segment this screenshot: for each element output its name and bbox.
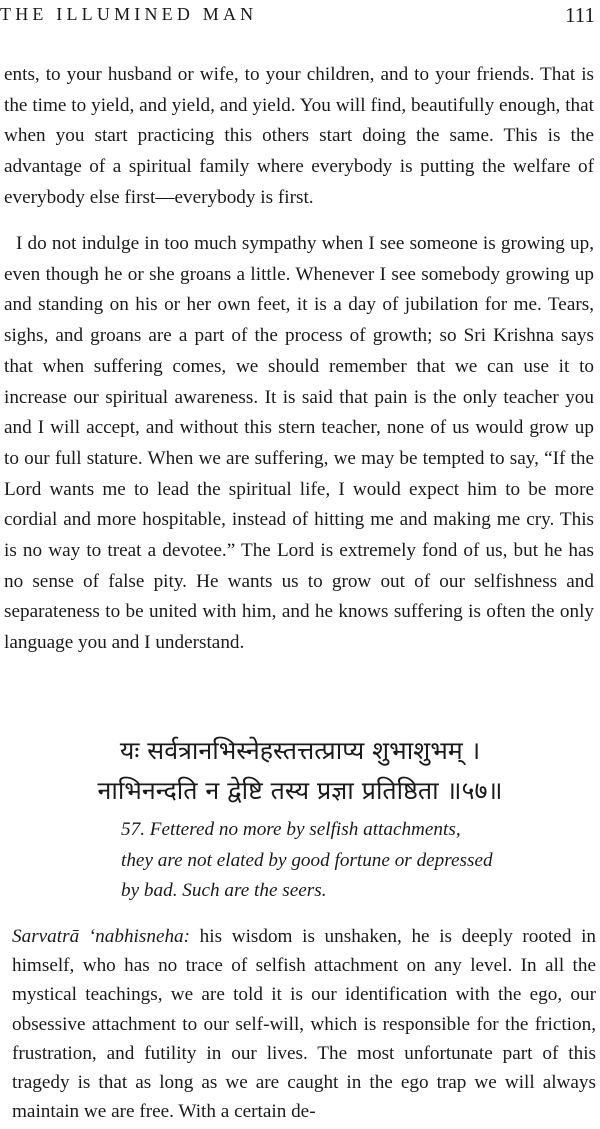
- sanskrit-verse-line: नाभिनन्दति न द्वेष्टि तस्य प्रज्ञा प्रतिष्ठिता ॥५७॥: [97, 776, 503, 805]
- page-number: 111: [565, 3, 595, 27]
- translation-line: they are not elated by good fortune or depressed: [121, 849, 493, 871]
- commentary-text: his wisdom is unshaken, he is deeply rooted in himself, who has no trace of selfish attachment on any level. In all the mystical teachings, we are told it is our identification with the ego, our obsessive attachment to our self-will, which is responsible for the friction, frustration, and futility in our lives. The most unfortunate part of this tragedy is that as long as we are caught in the ego trap we will always maintain we are free. With a certain de-: [12, 926, 597, 1123]
- paragraph-suffering: I do not indulge in too much sympathy when I see someone is growing up, even though he or she groans a little. Whenever I see somebody growing up and standing on his or her own feet, it is a day of jubilation for me. Tears, sighs, and groans are a part of the process of growth; so Sri Krishna says that when suffering comes, we should remember that we can use it to increase our spiritual awareness. It is said that pain is the only teacher you and I will accept, and without this stern teacher, none of us would grow up to our full stature. When we are suffering, we may be tempted to say, “If the Lord wants me to lead the spiritual life, I would expect him to be more cordial and more hospitable, instead of hitting me and making me cry. This is no way to treat a devotee.” The Lord is extremely fond of us, but he has no sense of false pity. He wants us to grow out of our selfishness and separateness to be united with him, and he knows suffering is often the only language you and I understand.: [4, 233, 594, 654]
- translation-line: 57. Fettered no more by selfish attachments,: [121, 819, 461, 840]
- running-title: THE ILLUMINED MAN: [0, 4, 258, 24]
- translation-line: by bad. Such are the seers.: [121, 880, 327, 901]
- sanskrit-verse: [0, 731, 600, 811]
- running-head: [0, 4, 600, 30]
- verse-translation: [121, 815, 581, 907]
- paragraph-continued: ents, to your husband or wife, to your children, and to your friends. That is the time to yield, and yield, and yield. You will find, beautifully enough, that when you start practicing this others start doing the same. This is the advantage of a spiritual family where everybody is putting the welfare of everybody else first—everybody is first.: [4, 64, 594, 208]
- commentary-paragraph: [12, 922, 596, 1126]
- commentary-lead-term: Sarvatrā ‘nabhisneha:: [12, 926, 191, 947]
- sanskrit-verse-line: यः सर्वत्रानभिस्नेहस्तत्तत्प्राप्य शुभाशुभम् ।: [119, 736, 481, 765]
